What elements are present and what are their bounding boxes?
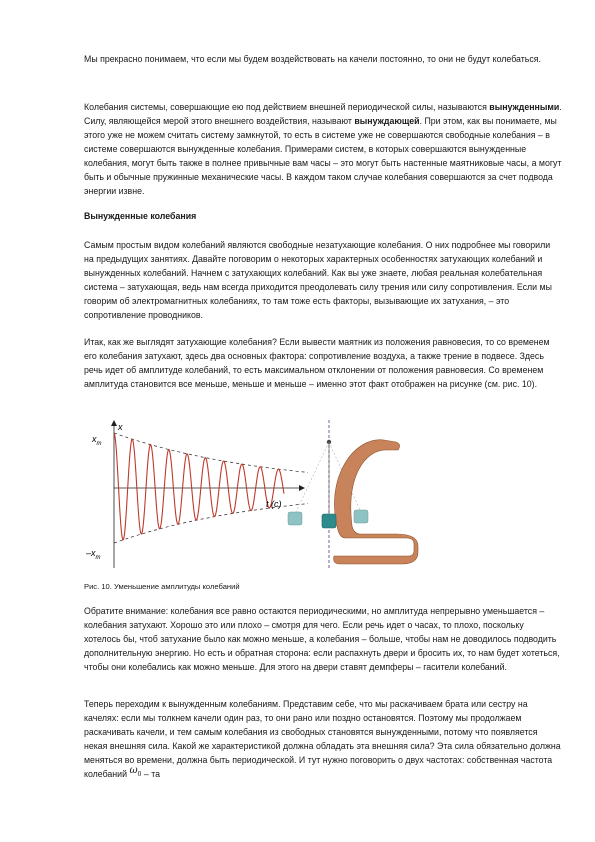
x-axis-label: x	[118, 422, 123, 432]
section-heading: Вынужденные колебания	[84, 211, 197, 221]
term-forced: вынужденными	[489, 102, 560, 112]
xm-label-sub: m	[96, 441, 102, 447]
term-driving: вынуждающей	[354, 116, 420, 126]
paragraph-damped-look: Итак, как же выглядят затухающие колебания? Если вывести маятник из положения равновесия, то со временем его колебания затухают, здесь два основных фактора: сопротивление воздуха, а также трение в подвесе. Здесь речь идет об амплитуде колебаний, то есть максимальном отклонении от положения равновесия. Со временем амплитуда становится все меньше, меньше и меньше – именно этот факт отображен на рисунке (см. рис. 10).	[84, 337, 550, 389]
xm-label-main: x	[92, 434, 97, 444]
text-span: – та	[141, 769, 161, 779]
t-axis-label: t (c)	[266, 499, 282, 509]
omega-sub: 0	[137, 771, 142, 778]
paragraph-damped-note: Обратите внимание: колебания все равно остаются периодическими, но амплитуда непрерывно уменьшается – колебания затухают. Хорошо это или плохо – смотря для чего. Если речь идет о часах, то плохо, поскольку хотелось бы, чтоб затухание было как можно меньше, а колебания – больше, чтобы нам не доводилось подводить дополнительную энергию. Но есть и обратная сторона: если распахнуть двери и бросить их, то нам будет хотеться, чтобы они колебались как можно меньше. Для этого на двери ставят демпферы – гасители колебаний.	[84, 606, 560, 672]
oscillation-graph	[85, 420, 308, 568]
xm-label	[91, 434, 102, 447]
damped-oscillation-figure	[84, 418, 544, 578]
t-axis-arrow-icon	[299, 485, 305, 491]
envelope-upper	[114, 433, 308, 472]
text-span: Теперь переходим к вынужденным колебаниям. Представим себе, что мы раскачиваем брата или сестру на качелях: если мы толкнем качели один раз, то они рано или поздно остановятся. Поэтому мы продолжаем раскачивать качели, и тем самым колебания из свободных становятся вынужденными, потому что появляется некая внешняя сила. Какой же характеристикой должна обладать эта внешняя сила? Эта сила обязательно должна меняться во времени, должна быть периодической. И тут нужно поговорить о двух частотах: собственная частота колебаний	[84, 699, 561, 779]
bob-center	[322, 514, 336, 528]
paragraph-damped-intro: Самым простым видом колебаний являются свободные незатухающие колебания. О них подробнее мы говорили на предыдущих занятиях. Давайте поговорим о некоторых характерных особенностях затухающих колебаний и вынужденных колебаний. Начнем с затухающих колебаний. Как вы уже знаете, любая реальная колебательная система – затухающая, ведь нам всегда приходится преодолевать силу трения или силу сопротивления. Если мы говорим об электромагнитных колебаниях, то там тоже есть факторы, вызывающие их затухания, – это сопротивление проводников.	[84, 240, 552, 320]
text-span: . При этом, как вы понимаете, мы этого уже не можем считать систему замкнутой, то есть в системе уже не совершаются свободные колебания – в системе совершаются вынужденные колебания. Примерами систем, в которых совершаются вынужденные колебания, могут быть также в полнее привычные вам часы – это могут быть настенные маятниковые часы, а могут быть и обычные пружинные механические часы. В каждом таком случае колебания совершаются за счет подвода энергии извне.	[84, 116, 562, 196]
pendulum-illustration	[288, 420, 418, 568]
omega-zero-symbol	[129, 765, 141, 776]
paragraph-forced-definition	[84, 100, 562, 198]
paragraph-forced-swings	[84, 697, 562, 786]
bob-left	[288, 512, 302, 525]
neg-xm-label-sub: m	[95, 555, 101, 561]
neg-xm-label	[85, 548, 101, 561]
bob-right	[354, 510, 368, 523]
string-left	[296, 442, 329, 512]
figure-caption: Рис. 10. Уменьшение амплитуды колебаний	[84, 582, 240, 591]
pendulum-stand	[334, 440, 418, 564]
oscillation-curve	[114, 433, 284, 540]
x-axis-arrow-icon	[111, 420, 117, 426]
omega-char: ω	[129, 765, 138, 776]
neg-xm-label-main: –x	[86, 548, 96, 558]
text-span: Колебания системы, совершающие ею под действием внешней периодической силы, называются	[84, 102, 490, 112]
text-span: . Силу, являющейся мерой этого внешнего воздействия, называют	[84, 102, 562, 126]
paragraph-intro: Мы прекрасно понимаем, что если мы будем воздействовать на качели постоянно, то они не будут колебаться.	[84, 54, 541, 64]
